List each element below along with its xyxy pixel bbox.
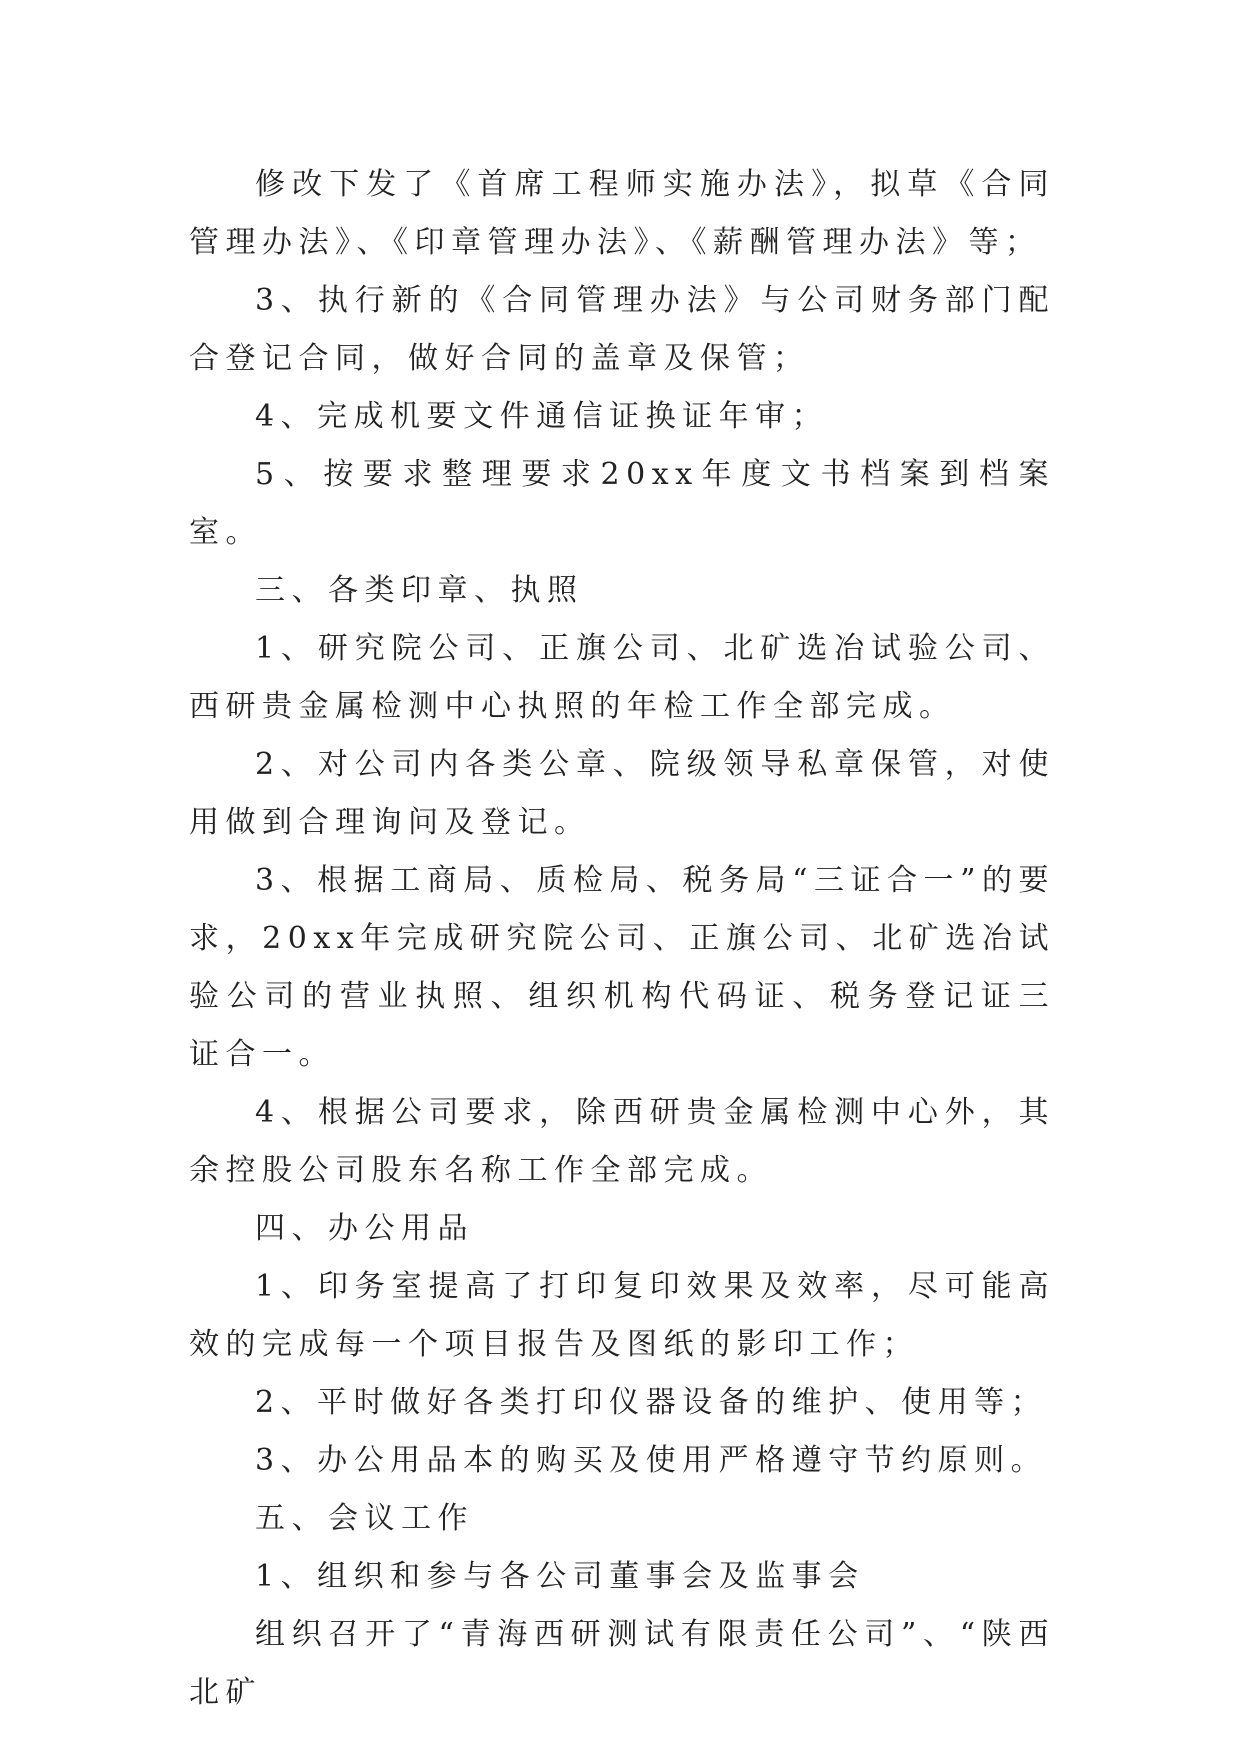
section-heading: 四、办公用品 xyxy=(255,1211,474,1246)
paragraph: 3、执行新的《合同管理办法》与公司财务部门配合登记合同，做好合同的盖章及保管； xyxy=(189,283,1055,376)
paragraph: 3、根据工商局、质检局、税务局“三证合一”的要求，20xx年完成研究院公司、正旗公司、北矿选冶试验公司的营业执照、组织机构代码证、税务登记证三证合一。 xyxy=(189,863,1055,1072)
section-heading: 三、各类印章、执照 xyxy=(255,573,584,608)
paragraph: 3、办公用品本的购买及使用严格遵守节约原则。 xyxy=(255,1443,1048,1478)
paragraph: 1、印务室提高了打印复印效果及效率，尽可能高效的完成每一个项目报告及图纸的影印工作； xyxy=(189,1269,1055,1362)
document-body xyxy=(189,156,1055,1722)
paragraph: 1、研究院公司、正旗公司、北矿选冶试验公司、西研贵金属检测中心执照的年检工作全部完成。 xyxy=(189,631,1055,724)
paragraph: 5、按要求整理要求20xx年度文书档案到档案室。 xyxy=(189,457,1055,550)
paragraph: 组织召开了“青海西研测试有限责任公司”、“陕西北矿 xyxy=(189,1617,1055,1710)
paragraph: 1、组织和参与各公司董事会及监事会 xyxy=(255,1559,865,1594)
paragraph: 2、对公司内各类公章、院级领导私章保管，对使用做到合理询问及登记。 xyxy=(189,747,1055,840)
paragraph: 修改下发了《首席工程师实施办法》，拟草《合同管理办法》、《印章管理办法》、《薪酬管理办法》等； xyxy=(189,167,1055,260)
section-heading: 五、会议工作 xyxy=(255,1501,474,1536)
paragraph: 4、完成机要文件通信证换证年审； xyxy=(255,399,829,434)
paragraph: 4、根据公司要求，除西研贵金属检测中心外，其余控股公司股东名称工作全部完成。 xyxy=(189,1095,1055,1188)
paragraph: 2、平时做好各类打印仪器设备的维护、使用等； xyxy=(255,1385,1048,1420)
